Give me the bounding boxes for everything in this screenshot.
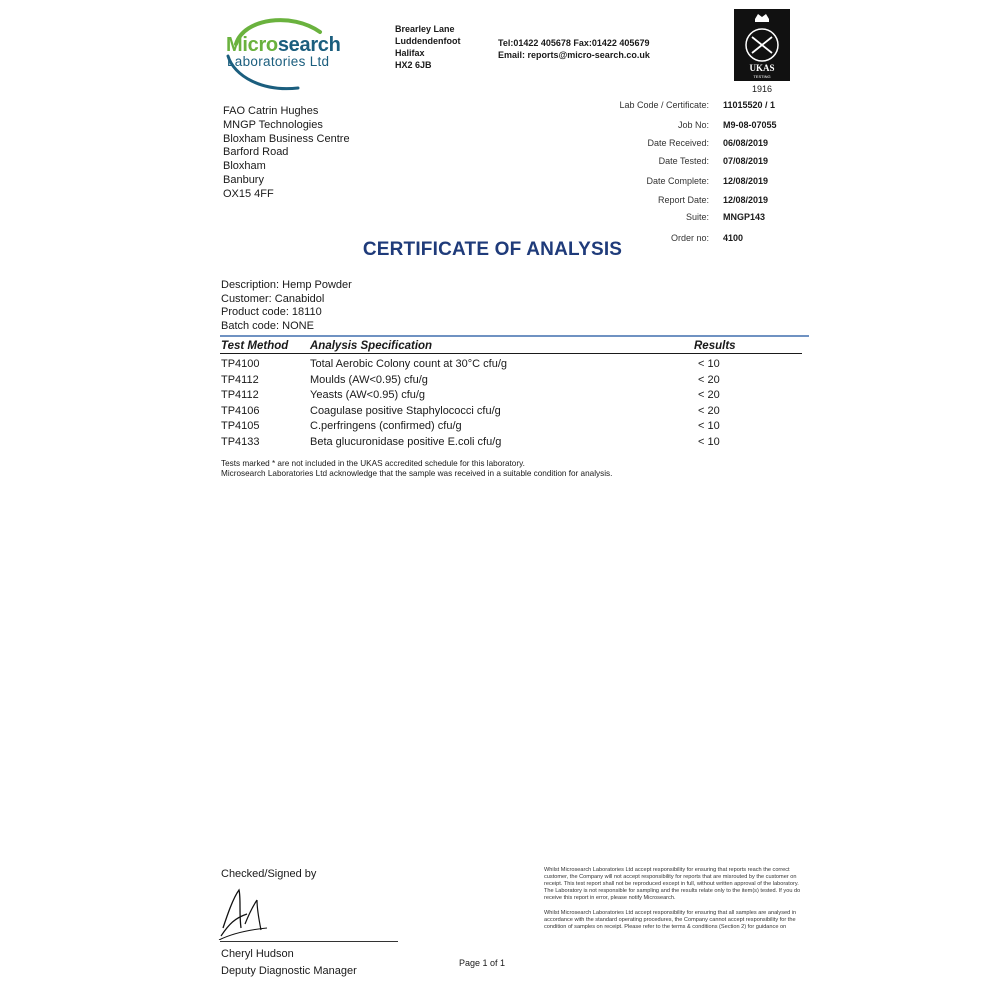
lab-info-row: Order no: 4100 — [670, 233, 744, 243]
description-line: Customer: Canabidol — [221, 292, 325, 305]
cell-method: TP4112 — [221, 389, 259, 401]
cell-method: TP4133 — [221, 435, 260, 448]
lab-info-row: Date Received: 06/08/2019 — [647, 138, 769, 148]
report-notes — [221, 459, 612, 479]
header-results: Results — [694, 340, 736, 352]
cell-method: TP4112 — [221, 373, 259, 386]
header-analysis-spec: Analysis Specification — [310, 340, 433, 352]
address-line: Brearley Lane — [395, 24, 455, 34]
recipient-line: Bloxham Business Centre — [223, 132, 350, 145]
table-row — [221, 436, 821, 452]
description-line: Batch code: NONE — [221, 319, 314, 332]
table-row — [221, 374, 821, 390]
table-row — [221, 405, 821, 421]
note-line: Tests marked * are not included in the UKAS accredited schedule for this laboratory. — [221, 459, 525, 468]
cell-spec: C.perfringens (confirmed) cfu/g — [310, 420, 462, 432]
cell-spec: Moulds (AW<0.95) cfu/g — [310, 373, 428, 386]
logo-subtitle: Laboratories Ltd — [227, 54, 330, 69]
description-line: Product code: 18110 — [221, 306, 322, 319]
cell-method: TP4105 — [221, 420, 260, 432]
table-header-rule — [220, 353, 802, 354]
results-table — [221, 358, 821, 451]
cell-result: < 20 — [698, 373, 720, 386]
recipient-address — [223, 105, 350, 202]
cell-result: < 10 — [698, 435, 720, 448]
description-line: Description: Hemp Powder — [221, 279, 352, 291]
signature-image — [217, 884, 269, 940]
lab-info-row: Date Tested: 07/08/2019 — [658, 156, 769, 166]
ukas-label: UKAS — [749, 63, 775, 73]
table-row — [221, 389, 821, 405]
ukas-sub-label: TESTING — [753, 74, 771, 79]
ukas-number: 1916 — [751, 84, 773, 94]
recipient-line: MNGP Technologies — [223, 118, 323, 131]
disclaimer-paragraph: Whilst Microsearch Laboratories Ltd accept responsibility for ensuring that all samples are analysed in accordance with the standard operating procedures, the Company cannot accept responsibility for the condition of samples on receipt. Please refer to the terms & conditions (Section 2) for guidance on — [544, 910, 797, 930]
recipient-line: OX15 4FF — [223, 187, 274, 200]
table-row — [221, 420, 821, 436]
recipient-line: Bloxham — [223, 160, 266, 173]
table-row — [221, 358, 821, 374]
cell-result: < 20 — [698, 389, 720, 401]
recipient-line: Banbury — [223, 173, 264, 186]
address-line: HX2 6JB — [395, 60, 432, 70]
lab-info-row: Job No: M9-08-07055 — [677, 120, 777, 130]
cell-spec: Yeasts (AW<0.95) cfu/g — [310, 389, 426, 401]
sample-description — [221, 279, 352, 333]
note-line: Microsearch Laboratories Ltd acknowledge that the sample was received in a suitable condition for analysis. — [221, 469, 613, 478]
lab-address — [395, 23, 460, 71]
address-line: Halifax — [395, 48, 425, 58]
signature-line — [220, 941, 398, 942]
cell-method: TP4106 — [221, 404, 260, 417]
cell-result: < 10 — [698, 358, 720, 370]
cell-spec: Coagulase positive Staphylococci cfu/g — [310, 404, 501, 417]
logo-wordmark: Microsearch — [226, 34, 341, 56]
cell-result: < 10 — [698, 420, 720, 432]
ukas-accreditation-mark — [734, 9, 790, 81]
disclaimer — [544, 867, 809, 939]
cell-result: < 20 — [698, 404, 720, 417]
cell-method: TP4100 — [221, 358, 260, 370]
recipient-line: Barford Road — [223, 146, 289, 159]
lab-info-row: Date Complete: 12/08/2019 — [646, 176, 769, 186]
cell-spec: Beta glucuronidase positive E.coli cfu/g — [310, 435, 502, 448]
phone-fax: Tel:01422 405678 Fax:01422 405679 — [498, 38, 650, 48]
recipient-line: FAO Catrin Hughes — [223, 105, 319, 117]
page-number: Page 1 of 1 — [459, 958, 506, 968]
document-title: CERTIFICATE OF ANALYSIS — [362, 239, 623, 260]
signer-block — [221, 946, 357, 980]
lab-info-row: Report Date: 12/08/2019 — [657, 195, 769, 205]
email: Email: reports@micro-search.co.uk — [498, 50, 650, 60]
signer-name: Cheryl Hudson — [221, 948, 294, 960]
header-test-method: Test Method — [221, 340, 289, 352]
checked-signed-label: Checked/Signed by — [221, 868, 317, 880]
table-top-rule — [220, 335, 809, 337]
signer-title: Deputy Diagnostic Manager — [221, 965, 357, 977]
lab-info-row: Suite: MNGP143 — [685, 212, 766, 222]
disclaimer-paragraph: Whilst Microsearch Laboratories Ltd accept responsibility for ensuring that reports reach the correct customer, the Company will not accept responsibility for reports that are misrouted by the customer on receipt. This test report shall not be reproduced except in full, without written approval of the laboratory. The Laboratory is not responsible for sampling and the results relate only to the item(s) tested. If you do receive this report in error, please notify Microsearch. — [544, 867, 801, 901]
lab-contact — [498, 37, 650, 61]
cell-spec: Total Aerobic Colony count at 30°C cfu/g — [310, 358, 508, 370]
lab-info-row: Lab Code / Certificate: 11015520 / 1 — [619, 100, 776, 110]
address-line: Luddendenfoot — [395, 36, 461, 46]
